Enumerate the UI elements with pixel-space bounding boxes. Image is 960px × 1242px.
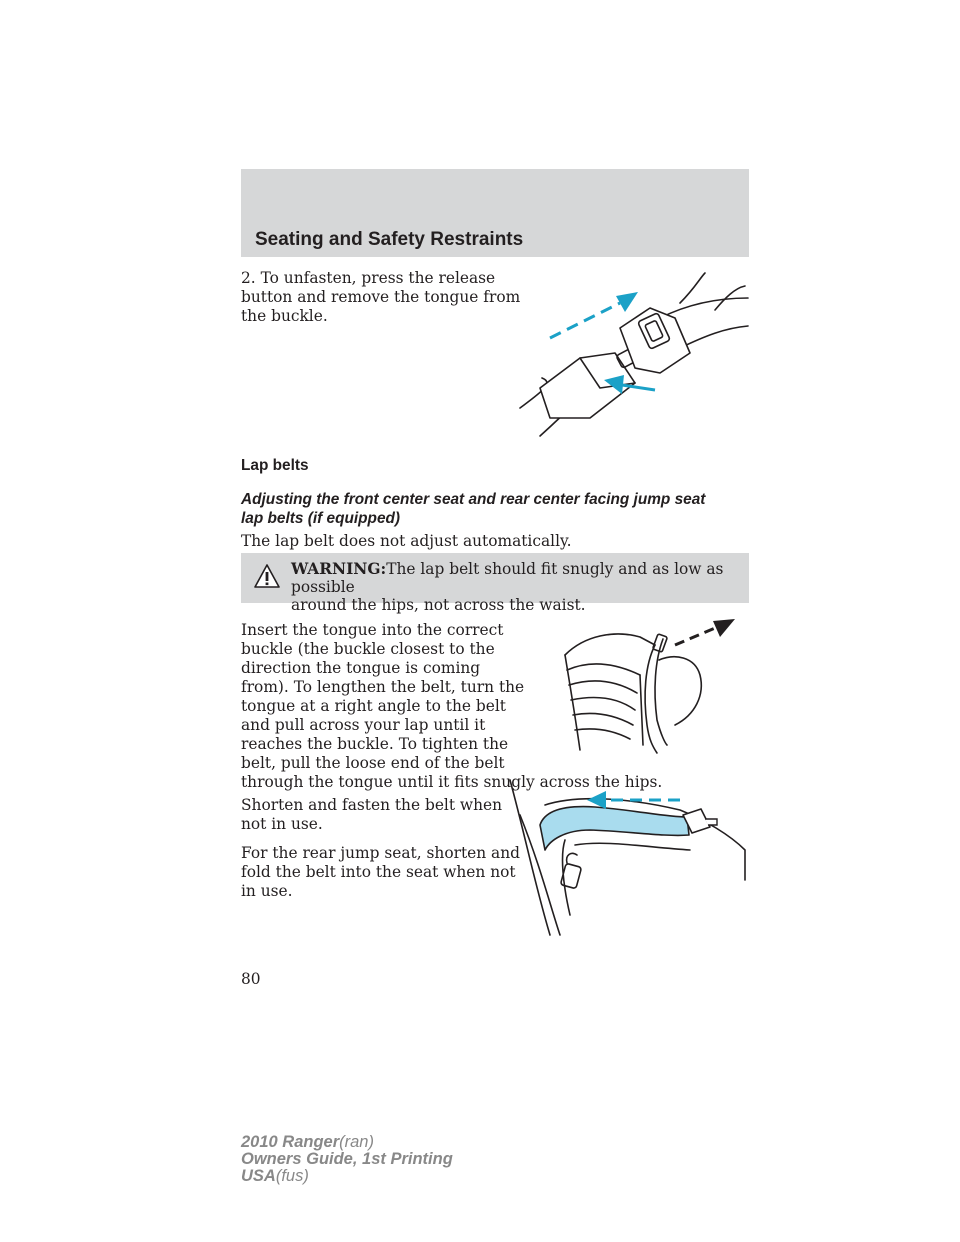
warning-label: WARNING:	[291, 560, 387, 578]
footer-guide: Owners Guide, 1st Printing	[241, 1150, 453, 1168]
jump-seat-line2: fold the belt into the seat when not	[241, 863, 516, 881]
section-header-band	[241, 169, 749, 257]
warning-text	[291, 560, 743, 614]
insert-line3: direction the tongue is coming	[241, 659, 481, 677]
warning-line1: The lap belt should fit snugly and as low as possible	[291, 560, 724, 596]
insert-line2: buckle (the buckle closest to the	[241, 640, 495, 658]
insert-line9: through the tongue until it fits snugly across the hips.	[241, 773, 663, 791]
footer-region-code: (fus)	[275, 1167, 309, 1185]
shorten-line2: not in use.	[241, 815, 323, 833]
lap-belts-subheading-line2: lap belts (if equipped)	[241, 510, 401, 527]
warning-box	[241, 553, 749, 614]
page-number: 80	[241, 970, 261, 988]
step2-line1: 2. To unfasten, press the release	[241, 269, 496, 287]
shorten-line1: Shorten and fasten the belt when	[241, 796, 503, 814]
lap-belt-lengthen-illustration	[555, 615, 745, 755]
insert-line6: and pull across your lap until it	[241, 716, 486, 734]
jump-seat-line3: in use.	[241, 882, 293, 900]
insert-line4: from). To lengthen the belt, turn the	[241, 678, 525, 696]
footer-region: USA	[241, 1167, 276, 1185]
step2-line3: the buckle.	[241, 307, 328, 325]
lap-belt-intro: The lap belt does not adjust automatically.	[241, 532, 572, 550]
jump-seat-belt-illustration	[505, 775, 750, 940]
footer-model-code: (ran)	[339, 1133, 374, 1151]
buckle-release-illustration	[500, 268, 750, 438]
insert-line1: Insert the tongue into the correct	[241, 621, 504, 639]
step2-line2: button and remove the tongue from	[241, 288, 521, 306]
section-title: Seating and Safety Restraints	[255, 229, 524, 250]
jump-seat-line1: For the rear jump seat, shorten and	[241, 844, 520, 862]
lap-belts-heading: Lap belts	[241, 457, 309, 474]
footer-model: 2010 Ranger	[241, 1133, 340, 1151]
insert-line8: belt, pull the loose end of the belt	[241, 754, 505, 772]
insert-line7: reaches the buckle. To tighten the	[241, 735, 509, 753]
print-footer	[241, 1134, 641, 1185]
lap-belts-subheading-line1: Adjusting the front center seat and rear center facing jump seat	[241, 491, 706, 508]
insert-line5: tongue at a right angle to the belt	[241, 697, 506, 715]
warning-triangle-icon	[253, 563, 281, 589]
warning-line2: around the hips, not across the waist.	[291, 596, 586, 614]
